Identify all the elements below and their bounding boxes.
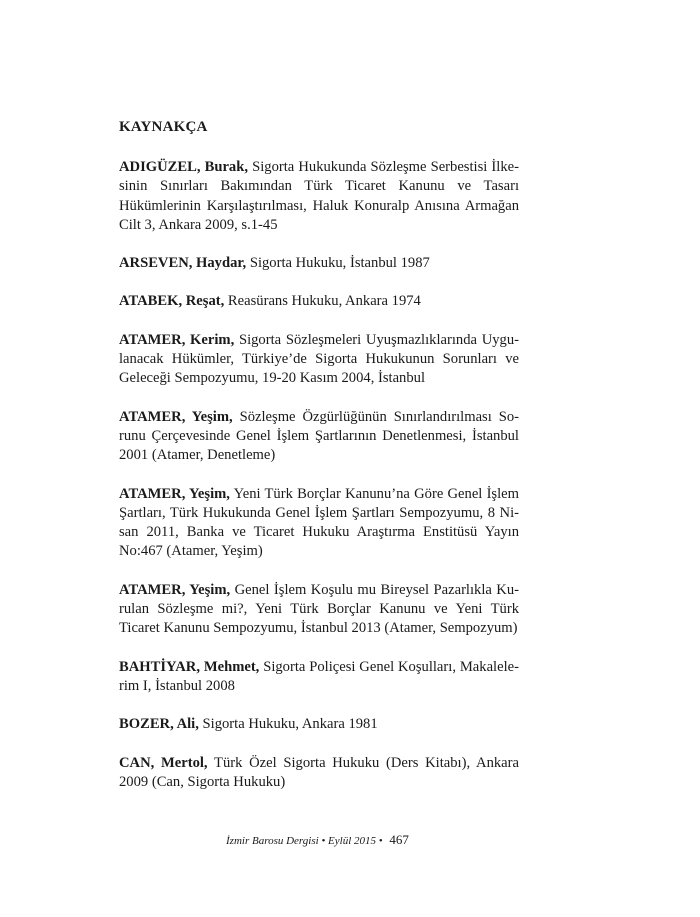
entry-author: ATAMER, Kerim,	[119, 331, 235, 348]
bibliography-entry	[119, 754, 519, 793]
entry-text: Sözleşme Özgürlüğünün Sınırlandırılması Sorunu Çerçevesinde Genel İşlem Şartlarının Denetlenmesi, İstanbul 2001 (Atamer, Denetleme)	[119, 408, 519, 464]
bibliography-entry	[119, 292, 519, 311]
entry-text: Sigorta Hukukunda Sözleşme Serbestisi İlkesinin Sınırları Bakımından Türk Ticaret Kanunu ve Tasarı Hükümlerinin Karşılaştırılması, Haluk Konuralp Anısına Armağan Cilt 3, Ankara 2009, s.1-45	[119, 159, 519, 233]
footer-journal: İzmir Barosu Dergisi • Eylül 2015 •	[226, 835, 383, 847]
bibliography-entry	[119, 715, 519, 734]
entry-text: Genel İşlem Koşulu mu Bireysel Pazarlıkla Kurulan Sözleşme mi?, Yeni Türk Borçlar Kanunu ve Yeni Türk Ticaret Kanunu Sempozyumu, İstanbul 2013 (Atamer, Sempozyum)	[119, 581, 520, 637]
entry-author: ADIGÜZEL, Burak,	[119, 159, 248, 175]
entry-author: ATAMER, Yeşim,	[119, 581, 231, 598]
entry-text: Reasürans Hukuku, Ankara 1974	[224, 293, 421, 310]
bibliography-list	[119, 158, 519, 811]
page-heading: KAYNAKÇA	[119, 119, 208, 135]
bibliography-entry	[119, 331, 519, 389]
bibliography-entry	[119, 158, 519, 235]
entry-author: ARSEVEN, Haydar,	[119, 255, 247, 272]
entry-text: Sigorta Hukuku, İstanbul 1987	[246, 255, 430, 272]
bibliography-entry	[119, 658, 519, 697]
entry-author: BAHTİYAR, Mehmet,	[119, 658, 260, 675]
bibliography-entry	[119, 581, 519, 639]
bibliography-entry	[119, 485, 519, 562]
bibliography-entry	[119, 254, 519, 273]
page-footer	[226, 832, 409, 849]
entry-text: Sigorta Sözleşmeleri Uyuşmazlıklarında Uygulanacak Hükümler, Türkiye’de Sigorta Hukukunun Sorunları ve Geleceği Sempozyumu, 19-20 Kasım 2004, İstanbul	[119, 331, 519, 387]
entry-text: Sigorta Poliçesi Genel Koşulları, Makalelerim I, İstanbul 2008	[119, 658, 519, 694]
entry-text: Sigorta Hukuku, Ankara 1981	[198, 716, 378, 733]
page-number: 467	[389, 832, 409, 847]
entry-author: ATABEK, Reşat,	[119, 293, 225, 310]
entry-author: ATAMER, Yeşim,	[119, 485, 230, 502]
entry-author: ATAMER, Yeşim,	[119, 408, 233, 425]
entry-text: Türk Özel Sigorta Hukuku (Ders Kitabı), Ankara 2009 (Can, Sigorta Hukuku)	[119, 754, 519, 790]
bibliography-entry	[119, 408, 519, 466]
entry-author: CAN, Mertol,	[119, 754, 208, 771]
entry-author: BOZER, Ali,	[119, 716, 199, 733]
entry-text: Yeni Türk Borçlar Kanunu’na Göre Genel İşlem Şartları, Türk Hukukunda Genel İşlem Şartları Sempozyumu, 8 Nisan 2011, Banka ve Ticaret Hukuku Araştırma Enstitüsü Yayın No:467 (Atamer, Yeşim)	[119, 485, 519, 560]
